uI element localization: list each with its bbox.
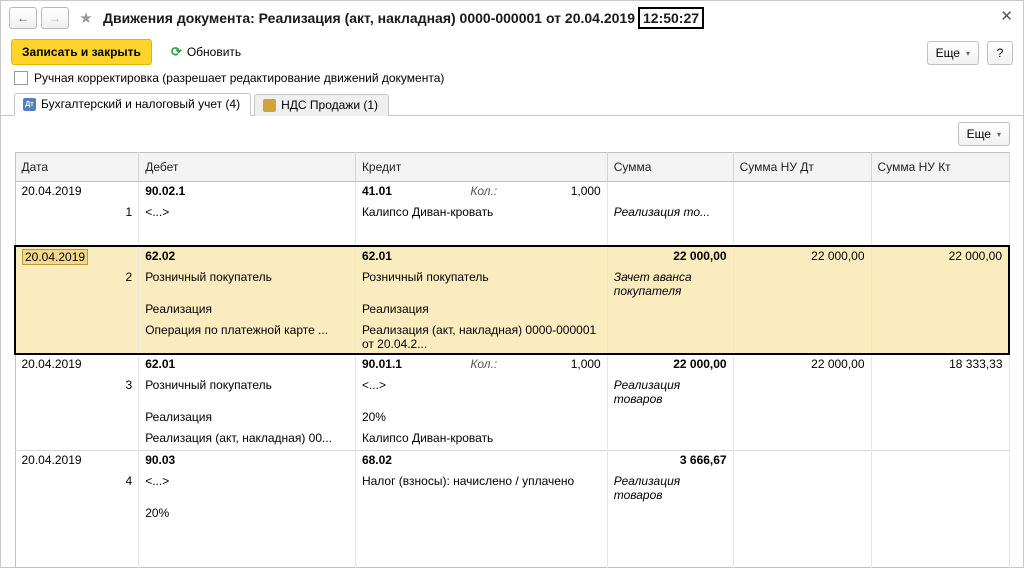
row-credit-subconto-2 xyxy=(355,504,607,525)
row-sum-nu-dt-extra xyxy=(733,429,871,451)
manual-correction-checkbox[interactable] xyxy=(14,71,28,85)
tab-vat-sales-label: НДС Продажи (1) xyxy=(281,98,379,112)
table-row[interactable] xyxy=(15,354,1009,376)
column-header-sum-nu-kt[interactable]: Сумма НУ Кт xyxy=(871,153,1009,182)
row-sum: 22 000,00 xyxy=(607,246,733,268)
row-debit-subconto-2: 20% xyxy=(139,504,356,525)
vat-icon xyxy=(263,99,276,112)
row-sum-nu-dt-blank xyxy=(733,268,871,300)
favorite-star-icon[interactable]: ★ xyxy=(79,10,93,27)
row-sum-nu-kt-extra xyxy=(871,300,1009,321)
row-sum-extra xyxy=(607,300,733,321)
tab-bar xyxy=(1,91,1023,116)
empty-cell xyxy=(15,546,139,568)
refresh-label: Обновить xyxy=(186,45,242,59)
row-sum-nu-kt: 18 333,33 xyxy=(871,354,1009,376)
row-sum-note: Зачет аванса покупателя xyxy=(607,268,733,300)
row-sum-note: Реализация то... xyxy=(607,203,733,224)
empty-cell xyxy=(733,525,871,546)
column-header-credit[interactable]: Кредит xyxy=(355,153,607,182)
row-debit-account: 62.01 xyxy=(139,354,356,376)
row-debit-account: 90.02.1 xyxy=(139,182,356,204)
more-menu-button[interactable] xyxy=(927,41,979,65)
row-debit-subconto-3: Реализация (акт, накладная) 00... xyxy=(139,429,356,451)
qty-label: Кол.: xyxy=(470,357,498,371)
close-icon[interactable]: ✕ xyxy=(1000,8,1013,25)
empty-cell xyxy=(871,525,1009,546)
row-sum-nu-dt-blank xyxy=(733,376,871,408)
row-sum-note-2 xyxy=(607,408,733,429)
row-sum-nu-dt xyxy=(733,182,871,204)
row-credit-account xyxy=(355,182,607,204)
refresh-icon: ⟳ xyxy=(170,44,182,59)
row-date: 20.04.2019 xyxy=(15,354,139,376)
row-credit-subconto-1: Налог (взносы): начислено / уплачено xyxy=(355,472,607,504)
empty-cell xyxy=(355,546,607,568)
row-debit-subconto-1: Розничный покупатель xyxy=(139,376,356,408)
manual-correction-row[interactable] xyxy=(1,69,1023,91)
row-credit-subconto-2 xyxy=(355,224,607,246)
row-credit-subconto-2: 20% xyxy=(355,408,607,429)
row-spacer xyxy=(15,224,139,246)
back-icon: ← xyxy=(17,11,29,25)
row-debit-subconto-1: <...> xyxy=(139,472,356,504)
row-number: 3 xyxy=(15,376,139,408)
row-debit-subconto-2 xyxy=(139,224,356,246)
empty-cell xyxy=(355,525,607,546)
command-bar xyxy=(1,35,1023,69)
column-header-debit[interactable]: Дебет xyxy=(139,153,356,182)
row-sum: 22 000,00 xyxy=(607,354,733,376)
row-credit-subconto-3: Калипсо Диван-кровать xyxy=(355,429,607,451)
grid-more-menu-button[interactable] xyxy=(958,122,1010,146)
table-row-detail[interactable] xyxy=(15,268,1009,300)
table-row-detail[interactable] xyxy=(15,504,1009,525)
empty-cell xyxy=(871,546,1009,568)
table-row[interactable] xyxy=(15,451,1009,473)
forward-icon: → xyxy=(49,11,61,25)
row-sum-nu-kt xyxy=(871,182,1009,204)
row-sum-nu-kt-blank xyxy=(871,376,1009,408)
row-sum-nu-kt: 22 000,00 xyxy=(871,246,1009,268)
chevron-down-icon: ▾ xyxy=(965,48,970,58)
row-debit-subconto-2: Реализация xyxy=(139,300,356,321)
table-row-selected[interactable] xyxy=(15,246,1009,268)
table-row-detail[interactable] xyxy=(15,376,1009,408)
table-row-detail[interactable] xyxy=(15,321,1009,354)
table-row-detail[interactable] xyxy=(15,300,1009,321)
command-bar-right xyxy=(927,41,1013,65)
row-sum-nu-dt-blank xyxy=(733,203,871,224)
qty-label: Кол.: xyxy=(470,184,498,198)
row-spacer xyxy=(15,429,139,451)
chevron-down-icon: ▾ xyxy=(996,129,1001,139)
credit-account-code: 90.01.1 xyxy=(361,357,402,371)
tab-accounting-label: Бухгалтерский и налоговый учет (4) xyxy=(41,97,241,111)
row-sum-nu-kt-extra xyxy=(871,429,1009,451)
row-credit-subconto-1: <...> xyxy=(355,376,607,408)
row-number: 4 xyxy=(15,472,139,504)
row-spacer xyxy=(15,504,139,525)
manual-correction-label: Ручная корректировка (разрешает редактирование движений документа) xyxy=(34,71,445,85)
row-debit-account: 90.03 xyxy=(139,451,356,473)
row-spacer xyxy=(15,321,139,354)
row-sum-nu-kt-blank xyxy=(871,472,1009,504)
table-header-row xyxy=(15,153,1009,182)
row-credit-account: 68.02 xyxy=(355,451,607,473)
row-credit-subconto-1: Розничный покупатель xyxy=(355,268,607,300)
row-debit-subconto-1: Розничный покупатель xyxy=(139,268,356,300)
row-sum: 3 666,67 xyxy=(607,451,733,473)
credit-account-code: 41.01 xyxy=(361,184,392,198)
row-credit-subconto-3: Реализация (акт, накладная) 0000-000001 от 20.04.2... xyxy=(355,321,607,354)
column-header-sum[interactable]: Сумма xyxy=(607,153,733,182)
qty-value: 1,000 xyxy=(570,184,601,198)
table-row[interactable] xyxy=(15,182,1009,204)
back-button[interactable] xyxy=(9,7,37,29)
row-credit-account xyxy=(355,354,607,376)
row-credit-subconto-1: Калипсо Диван-кровать xyxy=(355,203,607,224)
row-sum-extra xyxy=(607,224,733,246)
row-sum-nu-dt-blank xyxy=(733,472,871,504)
table-row-detail[interactable] xyxy=(15,472,1009,504)
title-bar xyxy=(1,1,1023,35)
row-sum-nu-kt-blank xyxy=(871,203,1009,224)
row-sum-nu-dt-extra xyxy=(733,321,871,354)
empty-cell xyxy=(139,546,356,568)
table-row-detail[interactable] xyxy=(15,203,1009,224)
row-number: 1 xyxy=(15,203,139,224)
row-debit-subconto-3: Операция по платежной карте ... xyxy=(139,321,356,354)
table-row-detail[interactable] xyxy=(15,429,1009,451)
row-spacer xyxy=(15,300,139,321)
row-sum-nu-dt-extra xyxy=(733,224,871,246)
row-sum-nu-kt-extra xyxy=(871,321,1009,354)
empty-cell xyxy=(15,525,139,546)
qty-value: 1,000 xyxy=(570,357,601,371)
row-sum-nu-dt-extra xyxy=(733,300,871,321)
empty-cell xyxy=(607,546,733,568)
row-sum-note: Реализация товаров xyxy=(607,376,733,408)
more-menu-label: Еще xyxy=(935,46,960,60)
table-empty-row xyxy=(15,525,1009,546)
row-sum-nu-kt-extra xyxy=(871,504,1009,525)
table-empty-row xyxy=(15,546,1009,568)
row-sum-extra xyxy=(607,504,733,525)
row-sum-extra xyxy=(607,429,733,451)
forward-button[interactable] xyxy=(41,7,69,29)
row-sum-nu-dt xyxy=(733,451,871,473)
row-date: 20.04.2019 xyxy=(15,182,139,204)
row-sum-nu-kt-extra xyxy=(871,224,1009,246)
row-credit-account: 62.01 xyxy=(355,246,607,268)
row-sum-nu-kt-blank xyxy=(871,268,1009,300)
grid-more-menu-label: Еще xyxy=(966,127,991,141)
table-row-detail[interactable] xyxy=(15,224,1009,246)
empty-cell xyxy=(733,546,871,568)
row-date: 20.04.2019 xyxy=(15,451,139,473)
selected-date-cell[interactable]: 20.04.2019 xyxy=(22,249,88,265)
refresh-button[interactable] xyxy=(162,39,250,65)
tab-accounting[interactable] xyxy=(14,93,251,116)
movements-table xyxy=(14,152,1010,568)
row-date xyxy=(15,246,139,268)
column-header-date[interactable]: Дата xyxy=(15,153,139,182)
accounting-icon: Дт xyxy=(23,98,36,111)
column-header-sum-nu-dt[interactable]: Сумма НУ Дт xyxy=(733,153,871,182)
row-number: 2 xyxy=(15,268,139,300)
row-sum xyxy=(607,182,733,204)
help-button[interactable]: ? xyxy=(987,41,1013,65)
grid-area xyxy=(1,116,1023,568)
empty-cell xyxy=(139,525,356,546)
grid-toolbar xyxy=(14,122,1010,152)
row-sum-nu-dt: 22 000,00 xyxy=(733,246,871,268)
row-credit-subconto-2: Реализация xyxy=(355,300,607,321)
row-sum-nu-dt-extra xyxy=(733,408,871,429)
row-sum-extra xyxy=(607,321,733,354)
document-time: 12:50:27 xyxy=(638,7,704,29)
save-and-close-button[interactable]: Записать и закрыть xyxy=(11,39,152,65)
row-sum-note: Реализация товаров xyxy=(607,472,733,504)
row-debit-subconto-2: Реализация xyxy=(139,408,356,429)
row-sum-nu-kt xyxy=(871,451,1009,473)
tab-vat-sales[interactable] xyxy=(254,94,389,116)
empty-cell xyxy=(607,525,733,546)
row-sum-nu-kt-extra xyxy=(871,408,1009,429)
row-spacer xyxy=(15,408,139,429)
page-title: Движения документа: Реализация (акт, накладная) 0000-000001 от 20.04.2019 xyxy=(103,10,635,26)
row-sum-nu-dt: 22 000,00 xyxy=(733,354,871,376)
row-debit-account: 62.02 xyxy=(139,246,356,268)
row-debit-subconto-1: <...> xyxy=(139,203,356,224)
table-row-detail[interactable] xyxy=(15,408,1009,429)
row-sum-nu-dt-extra xyxy=(733,504,871,525)
